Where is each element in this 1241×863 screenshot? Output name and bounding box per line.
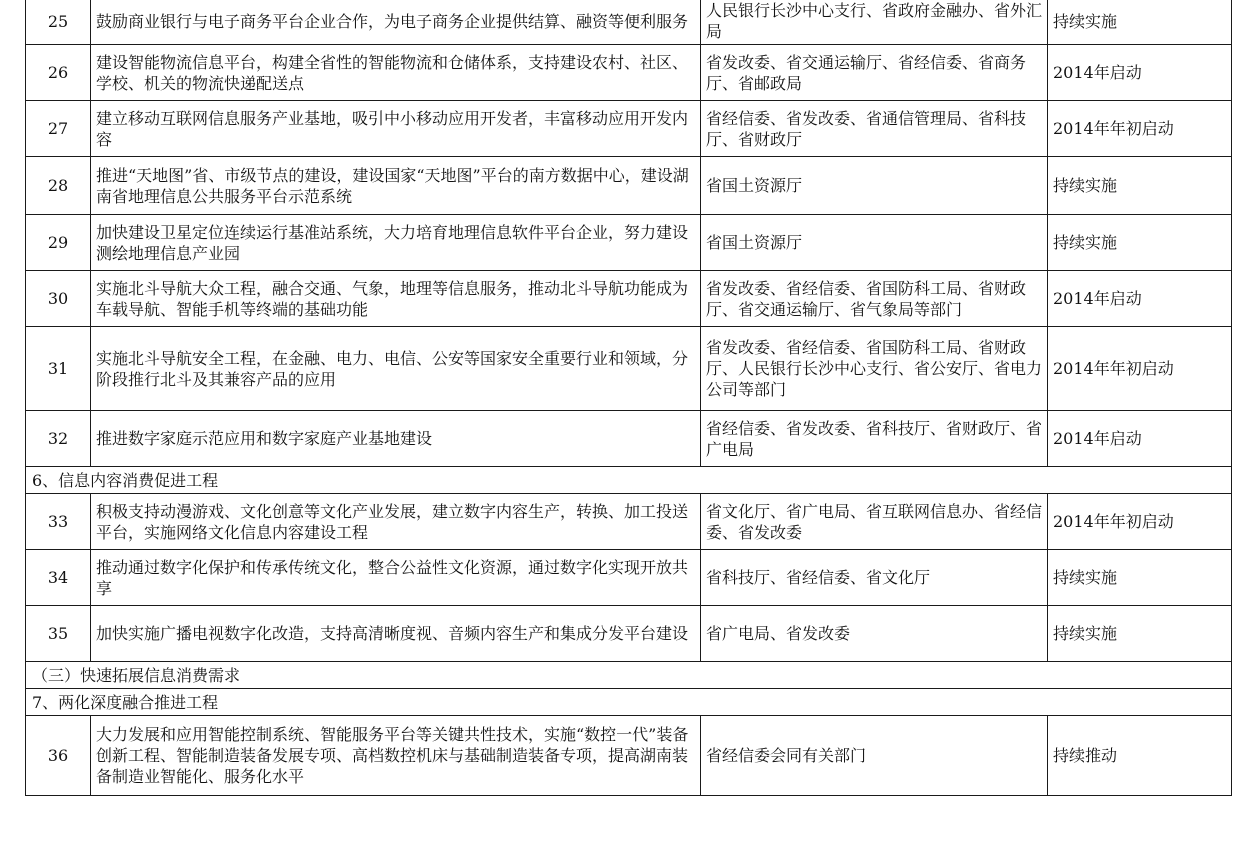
responsible-departments: 省发改委、省经信委、省国防科工局、省财政厅、人民银行长沙中心支行、省公安厅、省电力公司等部门	[701, 327, 1048, 411]
section-row	[26, 467, 1232, 494]
task-content: 建立移动互联网信息服务产业基地，吸引中小移动应用开发者，丰富移动应用开发内容	[91, 101, 701, 157]
start-time: 2014年年初启动	[1048, 327, 1232, 411]
start-time: 2014年年初启动	[1048, 494, 1232, 550]
section-heading: 6、信息内容消费促进工程	[26, 467, 1232, 494]
table-row	[26, 0, 1232, 45]
row-number: 27	[26, 101, 91, 157]
row-number: 30	[26, 271, 91, 327]
responsible-departments: 省经信委会同有关部门	[701, 716, 1048, 796]
task-content: 鼓励商业银行与电子商务平台企业合作，为电子商务企业提供结算、融资等便利服务	[91, 0, 701, 45]
start-time: 持续实施	[1048, 606, 1232, 662]
table-row	[26, 157, 1232, 215]
start-time: 持续实施	[1048, 0, 1232, 45]
start-time: 持续实施	[1048, 550, 1232, 606]
task-content: 建设智能物流信息平台，构建全省性的智能物流和仓储体系，支持建设农村、社区、学校、机关的物流快递配送点	[91, 45, 701, 101]
section-heading: 7、两化深度融合推进工程	[26, 689, 1232, 716]
table-row	[26, 606, 1232, 662]
section-row	[26, 689, 1232, 716]
start-time: 2014年年初启动	[1048, 101, 1232, 157]
responsible-departments: 省国土资源厅	[701, 215, 1048, 271]
start-time: 持续实施	[1048, 157, 1232, 215]
table-row	[26, 411, 1232, 467]
table-row	[26, 271, 1232, 327]
responsible-departments: 省科技厅、省经信委、省文化厅	[701, 550, 1048, 606]
table-row	[26, 494, 1232, 550]
row-number: 28	[26, 157, 91, 215]
responsible-departments: 省经信委、省发改委、省科技厅、省财政厅、省广电局	[701, 411, 1048, 467]
start-time: 持续实施	[1048, 215, 1232, 271]
task-content: 实施北斗导航安全工程，在金融、电力、电信、公安等国家安全重要行业和领域，分阶段推行北斗及其兼容产品的应用	[91, 327, 701, 411]
start-time: 持续推动	[1048, 716, 1232, 796]
task-table-body	[26, 0, 1232, 796]
task-content: 推进“天地图”省、市级节点的建设，建设国家“天地图”平台的南方数据中心，建设湖南省地理信息公共服务平台示范系统	[91, 157, 701, 215]
start-time: 2014年启动	[1048, 411, 1232, 467]
table-row	[26, 45, 1232, 101]
task-table	[25, 0, 1232, 796]
start-time: 2014年启动	[1048, 45, 1232, 101]
row-number: 35	[26, 606, 91, 662]
section-row	[26, 662, 1232, 689]
row-number: 26	[26, 45, 91, 101]
task-content: 推进数字家庭示范应用和数字家庭产业基地建设	[91, 411, 701, 467]
table-row	[26, 101, 1232, 157]
section-heading: （三）快速拓展信息消费需求	[26, 662, 1232, 689]
row-number: 34	[26, 550, 91, 606]
table-row	[26, 716, 1232, 796]
task-content: 加快实施广播电视数字化改造，支持高清晰度视、音频内容生产和集成分发平台建设	[91, 606, 701, 662]
task-content: 推动通过数字化保护和传承传统文化，整合公益性文化资源，通过数字化实现开放共享	[91, 550, 701, 606]
responsible-departments: 省国土资源厅	[701, 157, 1048, 215]
row-number: 36	[26, 716, 91, 796]
table-row	[26, 327, 1232, 411]
row-number: 31	[26, 327, 91, 411]
table-row	[26, 215, 1232, 271]
responsible-departments: 人民银行长沙中心支行、省政府金融办、省外汇局	[701, 0, 1048, 45]
row-number: 29	[26, 215, 91, 271]
responsible-departments: 省经信委、省发改委、省通信管理局、省科技厅、省财政厅	[701, 101, 1048, 157]
row-number: 32	[26, 411, 91, 467]
start-time: 2014年启动	[1048, 271, 1232, 327]
task-content: 实施北斗导航大众工程，融合交通、气象，地理等信息服务，推动北斗导航功能成为车载导航、智能手机等终端的基础功能	[91, 271, 701, 327]
row-number: 25	[26, 0, 91, 45]
task-content: 加快建设卫星定位连续运行基准站系统，大力培育地理信息软件平台企业，努力建设测绘地理信息产业园	[91, 215, 701, 271]
responsible-departments: 省发改委、省经信委、省国防科工局、省财政厅、省交通运输厅、省气象局等部门	[701, 271, 1048, 327]
responsible-departments: 省发改委、省交通运输厅、省经信委、省商务厅、省邮政局	[701, 45, 1048, 101]
task-content: 积极支持动漫游戏、文化创意等文化产业发展，建立数字内容生产，转换、加工投送平台，实施网络文化信息内容建设工程	[91, 494, 701, 550]
task-content: 大力发展和应用智能控制系统、智能服务平台等关键共性技术，实施“数控一代”装备创新工程、智能制造装备发展专项、高档数控机床与基础制造装备专项，提高湖南装备制造业智能化、服务化水平	[91, 716, 701, 796]
table-row	[26, 550, 1232, 606]
responsible-departments: 省文化厅、省广电局、省互联网信息办、省经信委、省发改委	[701, 494, 1048, 550]
row-number: 33	[26, 494, 91, 550]
responsible-departments: 省广电局、省发改委	[701, 606, 1048, 662]
